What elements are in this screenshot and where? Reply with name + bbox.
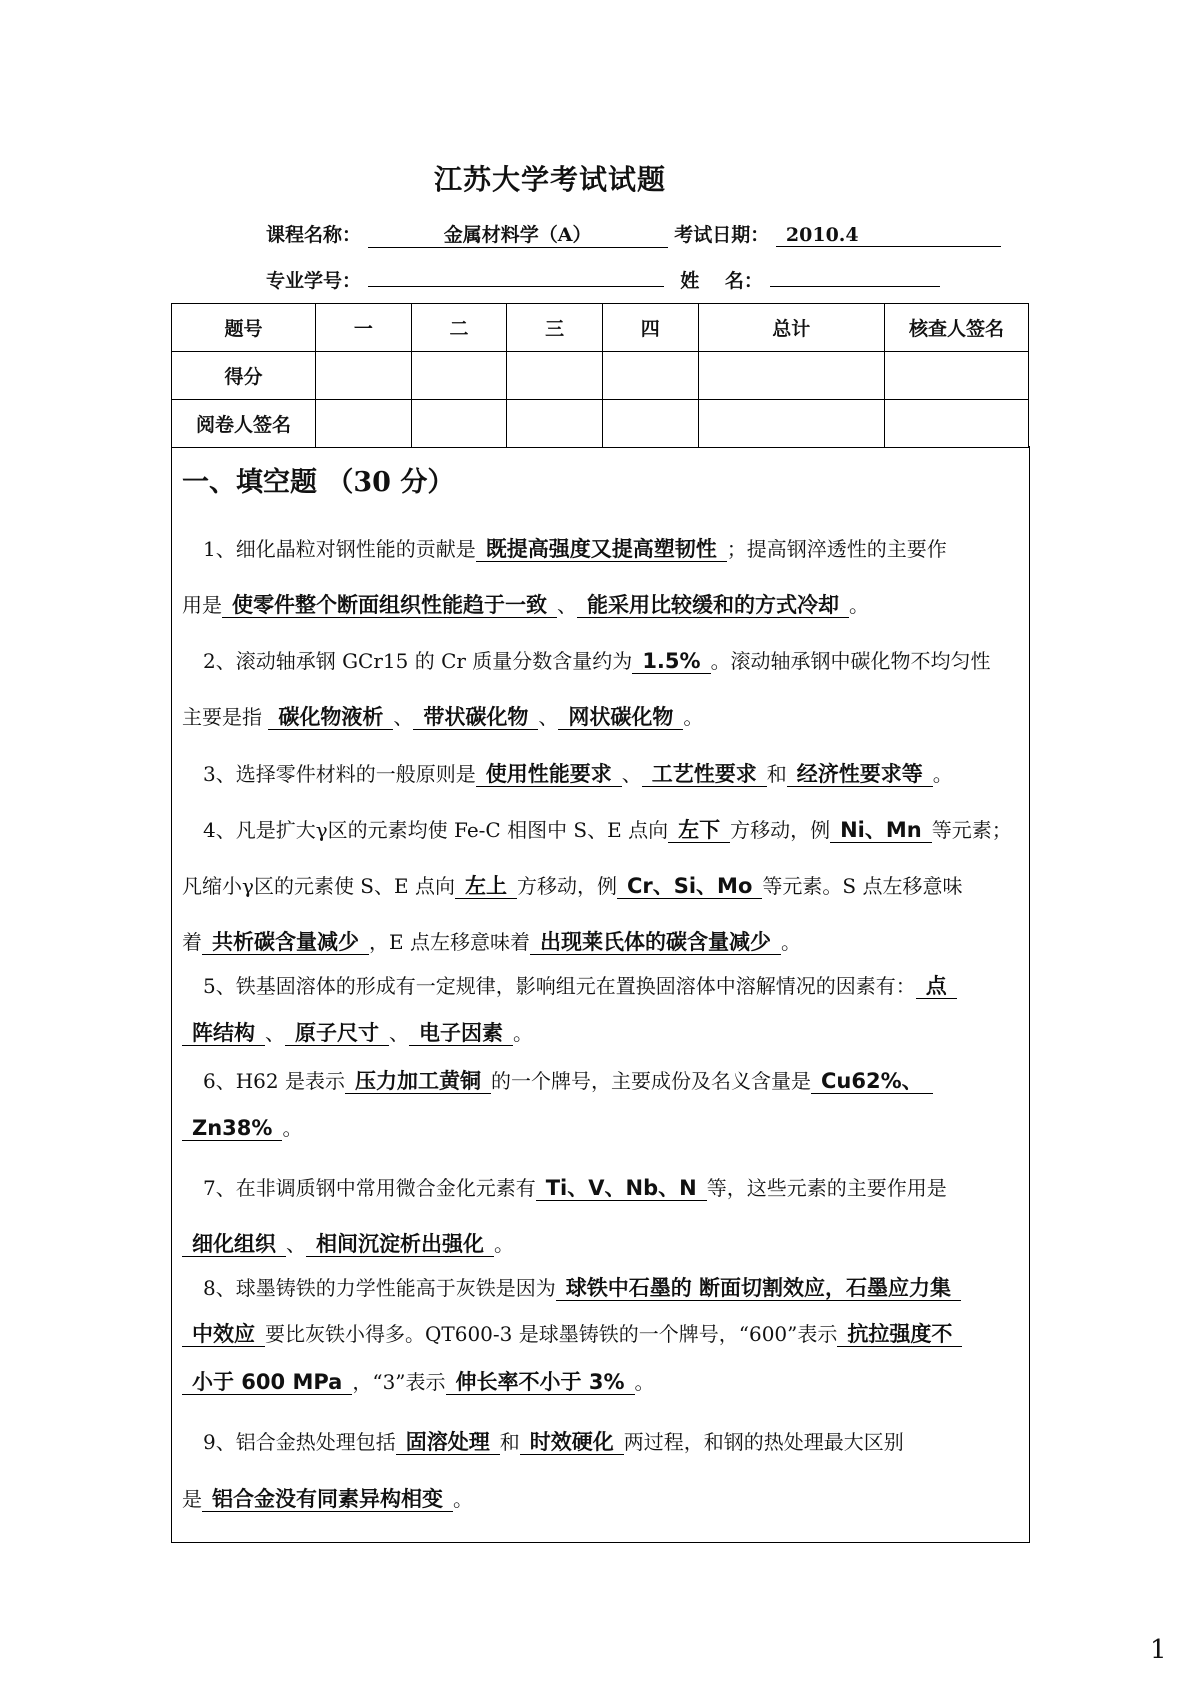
answer-blank: 工艺性要求 [642,762,767,787]
question-text: ，E 点左移意味着 [369,930,530,954]
question-text: 和 [499,1430,520,1454]
question-text: 6、H62 是表示 [203,1069,345,1093]
score-cell[interactable] [411,352,507,400]
question-text: 。滚动轴承钢中碳化物不均匀性 [710,649,991,673]
header-cell: 一 [316,304,412,352]
question-text: 。 [683,705,704,729]
question-line [203,972,957,1000]
question-line [182,872,962,900]
answer-blank: 碳化物液析 [268,705,393,730]
row-label: 得分 [172,352,316,400]
course-label: 课程名称： [266,224,362,246]
answer-blank: 球铁中石墨的 断面切割效应，石墨应力集 [556,1276,961,1301]
question-text: 是 [182,1487,202,1511]
question-line [182,1320,962,1348]
question-text: 、 [286,1232,306,1256]
question-line [182,1368,655,1396]
answer-blank: 固溶处理 [396,1430,500,1455]
question-text: 5、铁基固溶体的形成有一定规律，影响组元在置换固溶体中溶解情况的因素有： [203,974,916,998]
row-label: 阅卷人签名 [172,400,316,448]
grader-row [172,400,1029,448]
question-text: 8、球墨铸铁的力学性能高于灰铁是因为 [203,1276,556,1300]
answer-blank: 抗拉强度不 [837,1322,962,1347]
answer-blank: 1.5% [632,649,710,674]
question-line [203,647,991,675]
question-text: 、 [389,1021,409,1045]
header-cell: 二 [411,304,507,352]
question-line [203,535,947,563]
answer-blank: 小于 600 MPa [182,1370,352,1395]
answer-blank: 点 [916,974,957,999]
question-line [203,1428,904,1456]
question-text: 着 [182,930,202,954]
question-text: 和 [766,762,787,786]
question-text: 9、铝合金热处理包括 [203,1430,396,1454]
question-text: 7、在非调质钢中常用微合金化元素有 [203,1176,536,1200]
question-line [203,1274,961,1302]
answer-blank: 使用性能要求 [476,762,622,787]
header-cell: 总计 [698,304,884,352]
exam-title: 江苏大学考试试题 [433,163,666,196]
question-text: 等元素； [931,818,1012,842]
course-row [266,220,1001,248]
answer-blank: 带状碳化物 [413,705,538,730]
date-label: 考试日期： [674,224,770,246]
header-cell: 题号 [172,304,316,352]
question-text: 2、滚动轴承钢 GCr15 的 Cr 质量分数含量约为 [203,649,633,673]
grader-cell[interactable] [507,400,603,448]
question-line [182,1019,533,1047]
student-id-field[interactable] [368,266,664,287]
answer-blank: 能采用比较缓和的方式冷却 [577,593,849,618]
question-line [203,1174,947,1202]
question-text: 3、选择零件材料的一般原则是 [203,762,476,786]
answer-blank: Cu62%、 [811,1069,933,1094]
question-text: 。 [494,1232,514,1256]
question-text: ，“3”表示 [352,1370,446,1394]
header-cell: 核查人签名 [885,304,1029,352]
answer-blank: 网状碳化物 [558,705,683,730]
question-text: 。 [634,1370,655,1394]
question-text: 。 [849,593,869,617]
question-line [182,1114,302,1142]
answer-blank: 铝合金没有同素异构相变 [202,1487,453,1512]
answer-blank: 使零件整个断面组织性能趋于一致 [222,593,557,618]
answer-blank: 压力加工黄铜 [345,1069,491,1094]
answer-blank: Zn38% [182,1116,282,1141]
question-line [182,591,869,619]
question-text: 、 [621,762,642,786]
answer-blank: Cr、Si、Mo [617,874,762,899]
answer-blank: 共析碳含量减少 [202,930,369,955]
question-text: 用是 [182,593,222,617]
name-label: 姓 名： [680,270,763,292]
question-text: 方移动，例 [516,874,617,898]
question-line [182,1230,514,1258]
question-line [203,760,953,788]
question-line [203,816,1012,844]
grader-cell[interactable] [698,400,884,448]
score-cell[interactable] [316,352,412,400]
question-text: 。 [282,1116,303,1140]
question-text: 要比灰铁小得多。QT600-3 是球墨铸铁的一个牌号，“600”表示 [265,1322,838,1346]
answer-blank: 电子因素 [409,1021,513,1046]
score-cell[interactable] [507,352,603,400]
score-cell[interactable] [602,352,698,400]
question-text: 。 [780,930,801,954]
grader-cell[interactable] [316,400,412,448]
question-text: 4、凡是扩大γ区的元素均使 Fe-C 相图中 S、E 点向 [203,818,669,842]
grader-cell[interactable] [411,400,507,448]
answer-blank: 伸长率不小于 3% [446,1370,635,1395]
answer-blank: 细化组织 [182,1232,286,1257]
score-table [171,303,1029,448]
grader-cell[interactable] [602,400,698,448]
page-number: 1 [1150,1635,1167,1665]
score-cell[interactable] [698,352,884,400]
answer-blank: 中效应 [182,1322,265,1347]
question-text: 两过程，和钢的热处理最大区别 [623,1430,904,1454]
answer-blank: 阵结构 [182,1021,265,1046]
grader-cell[interactable] [885,400,1029,448]
question-text: 等元素。S 点左移意味 [762,874,963,898]
header-cell: 三 [507,304,603,352]
question-text: 。 [453,1487,473,1511]
student-row [266,266,940,293]
answer-blank: 出现莱氏体的碳含量减少 [530,930,781,955]
score-row [172,352,1029,400]
question-text: 的一个牌号，主要成份及名义含量是 [490,1069,811,1093]
question-line [182,928,801,956]
question-text: 、 [538,705,559,729]
question-text: 、 [393,705,414,729]
question-text: 。 [932,762,953,786]
answer-blank: 原子尺寸 [285,1021,389,1046]
question-text: 。 [513,1021,533,1045]
course-value: 金属材料学（A） [368,220,668,248]
question-text: 方移动，例 [730,818,831,842]
question-line [182,703,703,731]
answer-blank: 相间沉淀析出强化 [306,1232,494,1257]
score-cell[interactable] [885,352,1029,400]
answer-blank: 既提高强度又提高塑韧性 [476,537,727,562]
question-text: 、 [557,593,577,617]
score-header-row [172,304,1029,352]
answer-blank: Ti、V、Nb、N [536,1176,707,1201]
date-value: 2010.4 [776,224,1001,247]
question-text: ；提高钢淬透性的主要作 [726,537,947,561]
student-id-label: 专业学号： [266,270,362,292]
answer-blank: 左上 [455,874,517,899]
answer-blank: Ni、Mn [830,818,932,843]
question-line [182,1485,473,1513]
question-text: 1、细化晶粒对钢性能的贡献是 [203,537,476,561]
question-line [203,1067,933,1095]
question-text: 、 [265,1021,285,1045]
question-text: 凡缩小γ区的元素使 S、E 点向 [182,874,455,898]
answer-blank: 时效硬化 [520,1430,624,1455]
name-field[interactable] [770,266,940,287]
header-cell: 四 [602,304,698,352]
question-text: 主要是指 [182,705,269,729]
section-heading: 一、填空题 （30 分） [182,467,455,498]
question-text: 等，这些元素的主要作用是 [706,1176,947,1200]
answer-blank: 经济性要求等 [787,762,933,787]
answer-blank: 左下 [668,818,730,843]
